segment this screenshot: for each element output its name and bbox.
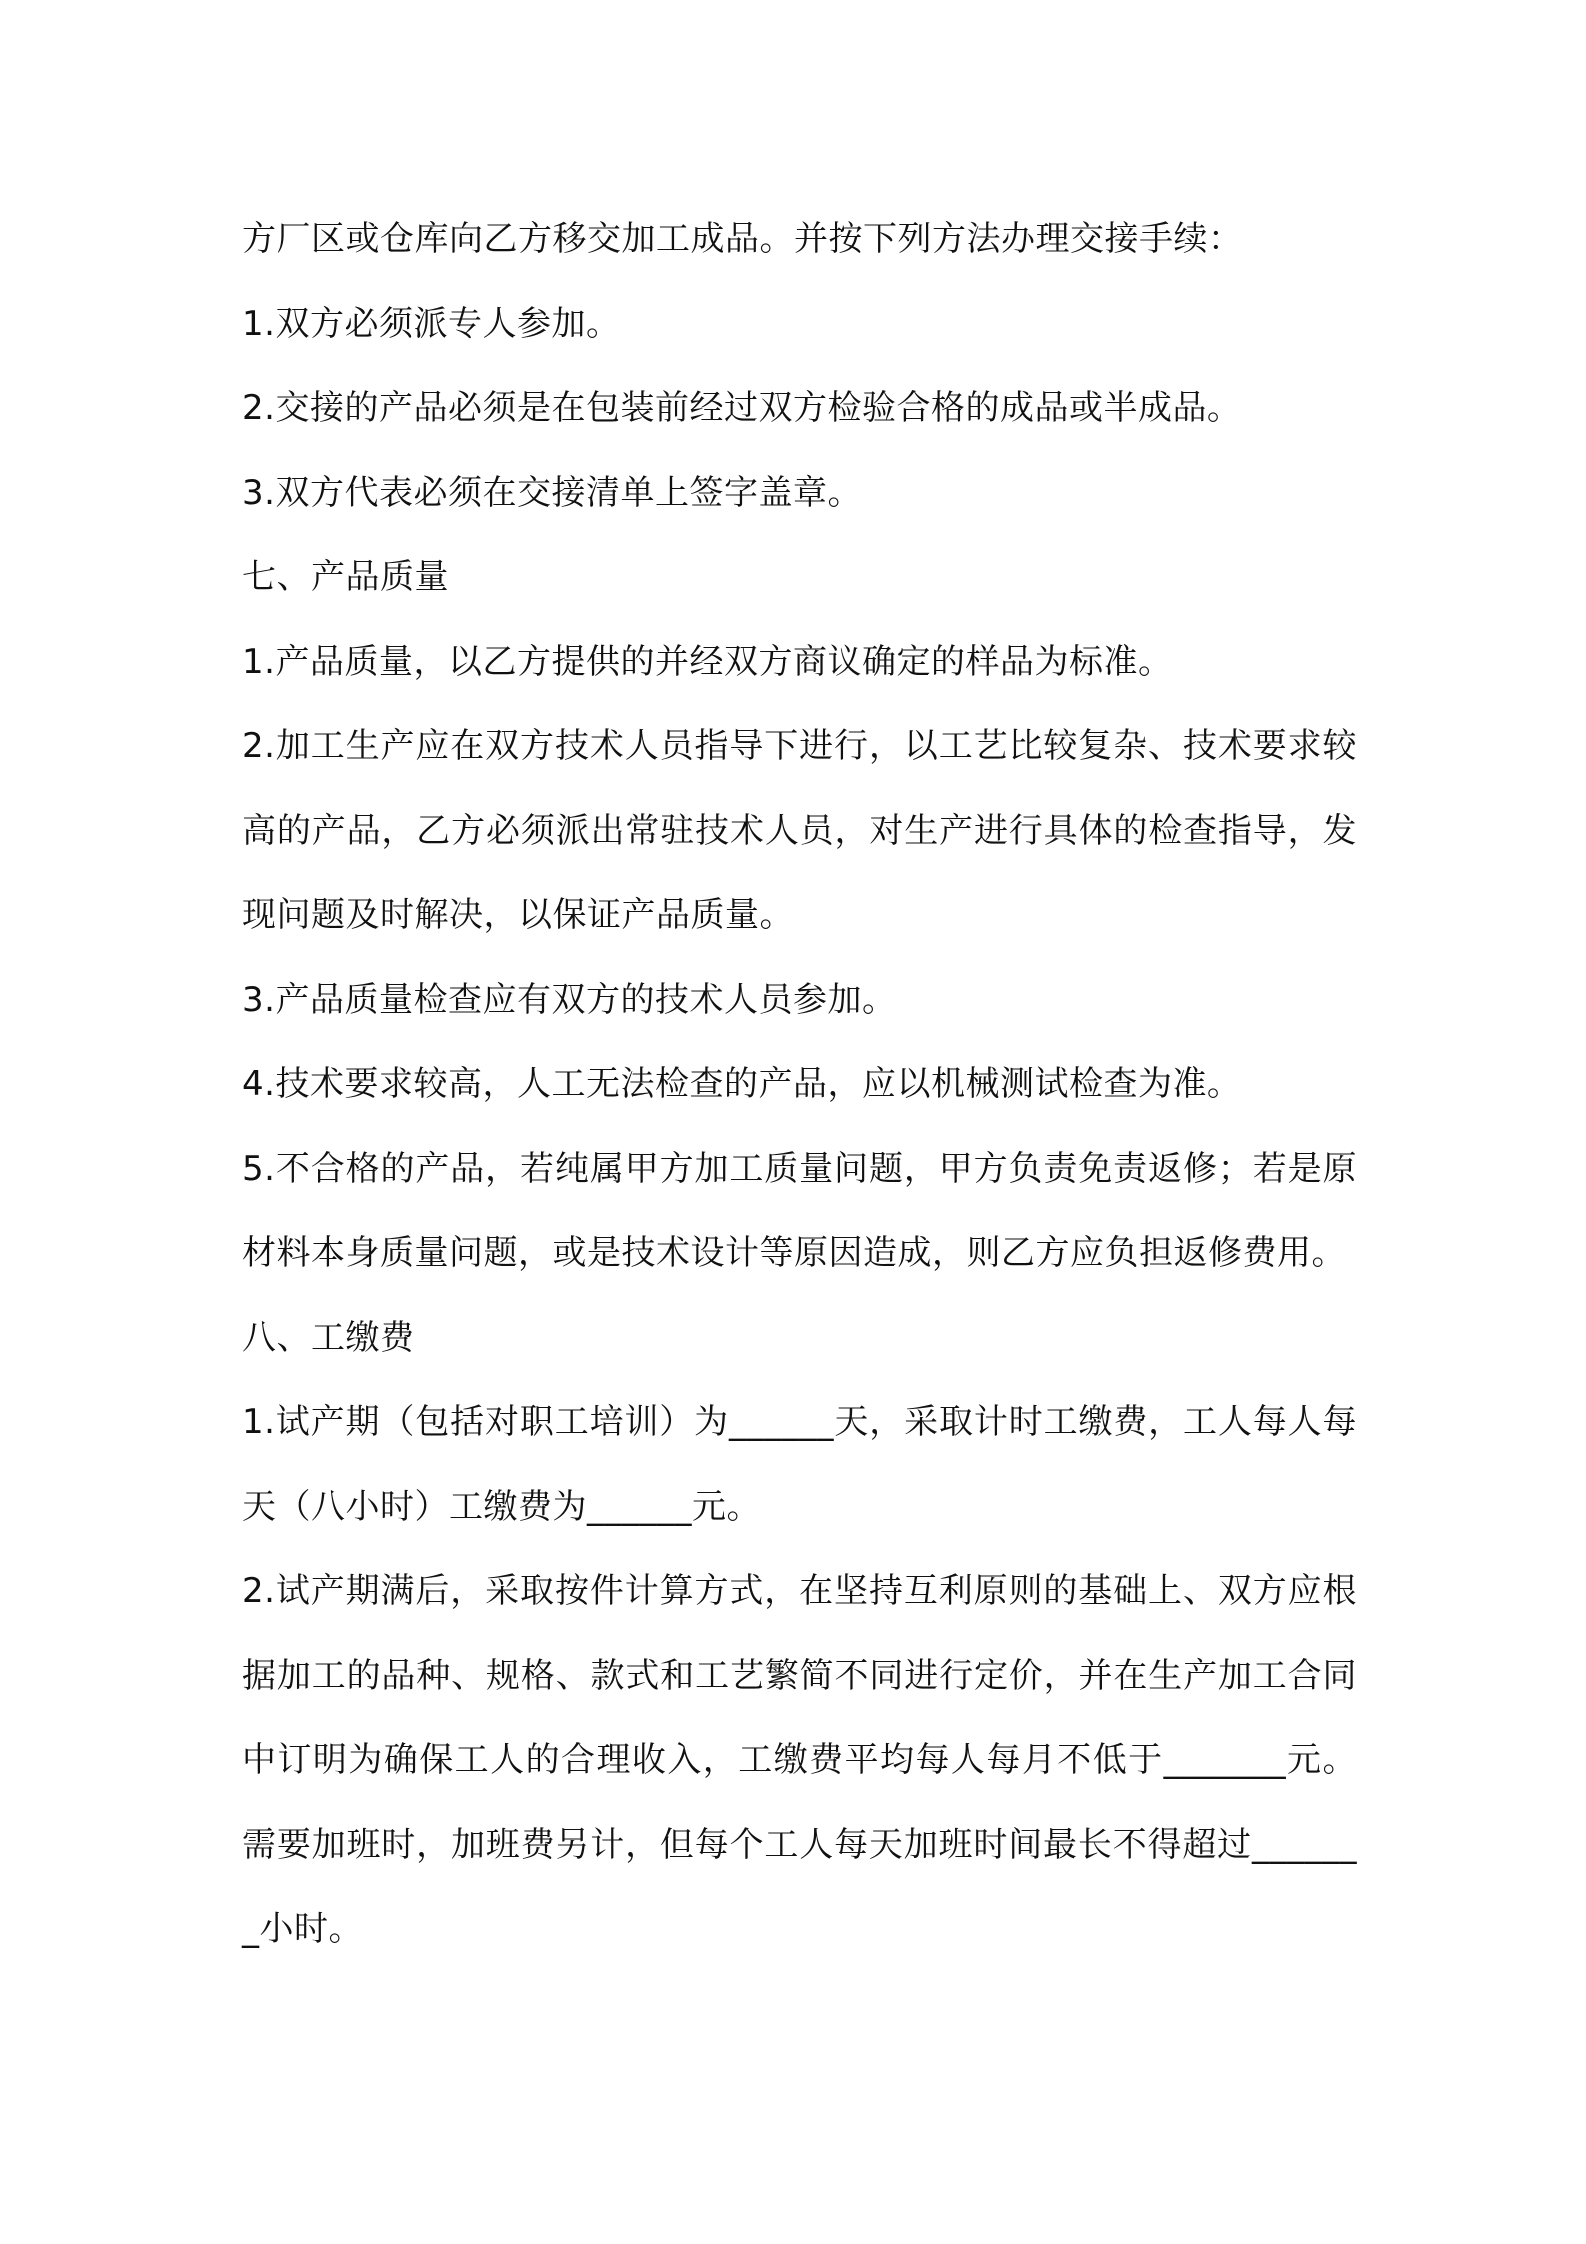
paragraph-quality-item-1: 1.产品质量，以乙方提供的并经双方商议确定的样品为标准。 <box>242 641 1173 682</box>
paragraph-handover-item-2: 2.交接的产品必须是在包装前经过双方检验合格的成品或半成品。 <box>242 388 1242 428</box>
paragraph-handover-item-3: 3.双方代表必须在交接清单上签字盖章。 <box>242 472 862 513</box>
paragraph-quality-item-5: 5.不合格的产品，若纯属甲方加工质量问题，甲方负责免责返修；若是原材料本身质量问题，或是技术设计等原因造成，则乙方应负担返修费用。 <box>242 1148 1357 1273</box>
paragraph-handover-intro: 方厂区或仓库向乙方移交加工成品。并按下列方法办理交接手续： <box>242 219 1243 259</box>
paragraph-quality-item-4: 4.技术要求较高，人工无法检查的产品，应以机械测试检查为准。 <box>242 1064 1242 1104</box>
section-heading-quality: 七、产品质量 <box>242 557 449 597</box>
document-body <box>242 197 1357 1972</box>
paragraph-quality-item-3: 3.产品质量检查应有双方的技术人员参加。 <box>242 979 897 1020</box>
paragraph-quality-item-2: 2.加工生产应在双方技术人员指导下进行，以工艺比较复杂、技术要求较高的产品，乙方必须派出常驻技术人员，对生产进行具体的检查指导，发现问题及时解决，以保证产品质量。 <box>242 726 1357 935</box>
paragraph-fees-item-1: 1.试产期（包括对职工培训）为______天，采取计时工缴费，工人每人每天（八小时）工缴费为______元。 <box>242 1402 1357 1527</box>
paragraph-fees-item-2: 2.试产期满后，采取按件计算方式，在坚持互利原则的基础上、双方应根据加工的品种、规格、款式和工艺繁简不同进行定价，并在生产加工合同中订明为确保工人的合理收入，工缴费平均每人每月不低于_______元。需要加班时，加班费另计，但每个工人每天加班时间最长不得超过_______小时。 <box>242 1571 1357 1949</box>
paragraph-handover-item-1: 1.双方必须派专人参加。 <box>242 303 621 344</box>
section-heading-fees: 八、工缴费 <box>242 1317 415 1358</box>
